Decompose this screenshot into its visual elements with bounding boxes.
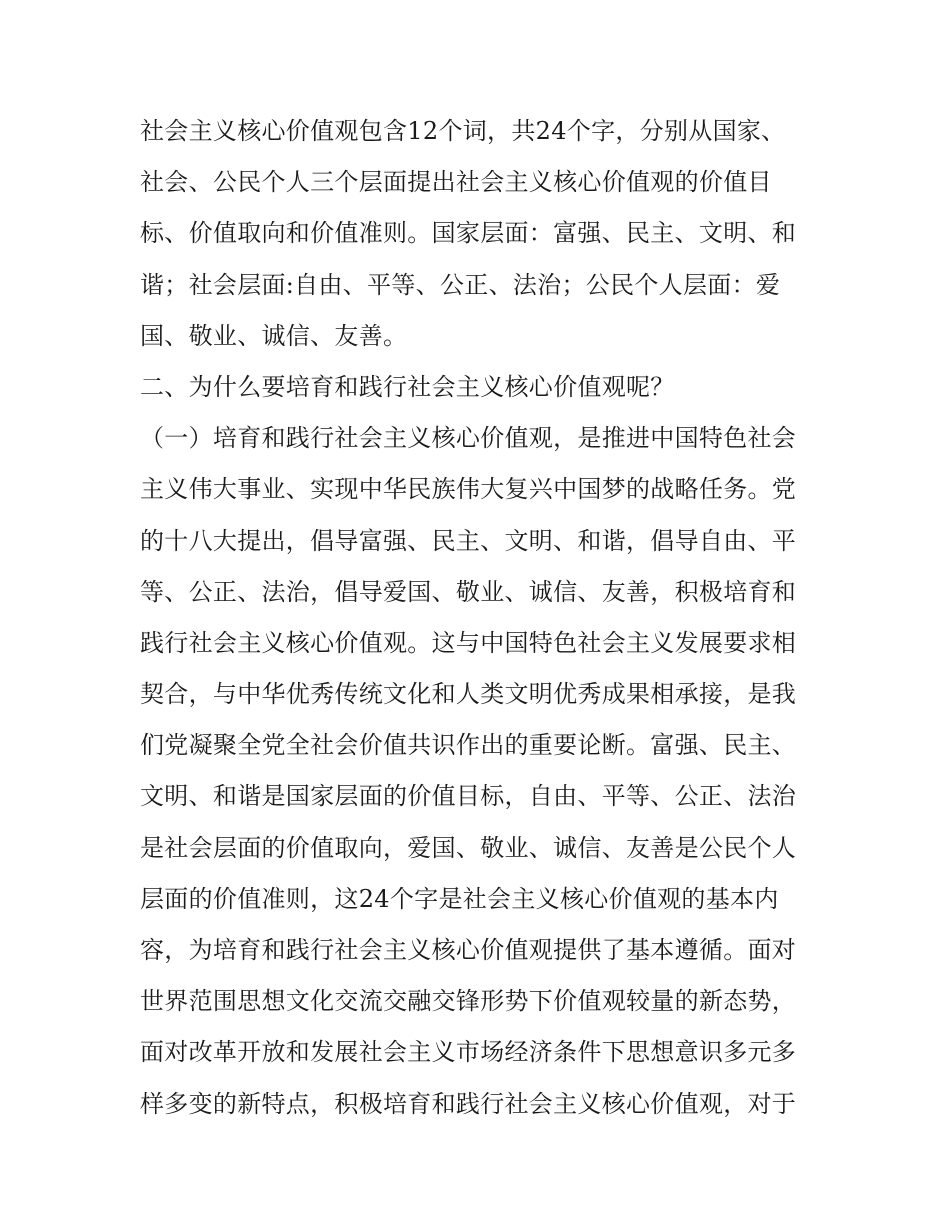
text-line-2: 社会、公民个人三个层面提出社会主义核心价值观的价值目: [140, 168, 772, 197]
text-line-5: 国、敬业、诚信、友善。: [140, 321, 408, 350]
text-line-1: 社会主义核心价值观包含12个词，共24个字，分别从国家、: [140, 117, 786, 145]
text-line-20: 样多变的新特点，积极培育和践行社会主义核心价值观，对于: [140, 1089, 797, 1118]
text-line-3: 标、价值取向和价值准则。国家层面：富强、民主、文明、和: [140, 219, 797, 248]
text-line-18: 世界范围思想文化交流交融交锋形势下价值观较量的新态势，: [140, 987, 797, 1016]
text-line-17: 容，为培育和践行社会主义核心价值观提供了基本遵循。面对: [140, 936, 797, 964]
text-line-12: 契合，与中华优秀传统文化和人类文明优秀成果相承接，是我: [140, 680, 797, 709]
text-line-15: 是社会层面的价值取向，爱国、敬业、诚信、友善是公民个人: [140, 833, 797, 862]
text-line-7: （一）培育和践行社会主义核心价值观，是推进中国特色社会: [140, 424, 797, 453]
text-line-16: 层面的价值准则，这24个字是社会主义核心价值观的基本内: [140, 884, 779, 913]
text-line-4: 谐；社会层面:自由、平等、公正、法治；公民个人层面：爱: [140, 270, 781, 299]
text-line-11: 践行社会主义核心价值观。这与中国特色社会主义发展要求相: [140, 628, 797, 657]
section-heading: 二、为什么要培育和践行社会主义核心价值观呢？: [140, 372, 675, 401]
text-line-8: 主义伟大事业、实现中华民族伟大复兴中国梦的战略任务。党: [140, 475, 797, 504]
text-line-13: 们党凝聚全党全社会价值共识作出的重要论断。富强、民主、: [140, 731, 797, 760]
body-text: [140, 106, 816, 1130]
text-line-19: 面对改革开放和发展社会主义市场经济条件下思想意识多元多: [140, 1038, 797, 1067]
text-line-10: 等、公正、法治，倡导爱国、敬业、诚信、友善，积极培育和: [140, 577, 797, 606]
text-line-9: 的十八大提出，倡导富强、民主、文明、和谐，倡导自由、平: [140, 526, 797, 555]
text-line-14: 文明、和谐是国家层面的价值目标，自由、平等、公正、法治: [140, 782, 797, 811]
